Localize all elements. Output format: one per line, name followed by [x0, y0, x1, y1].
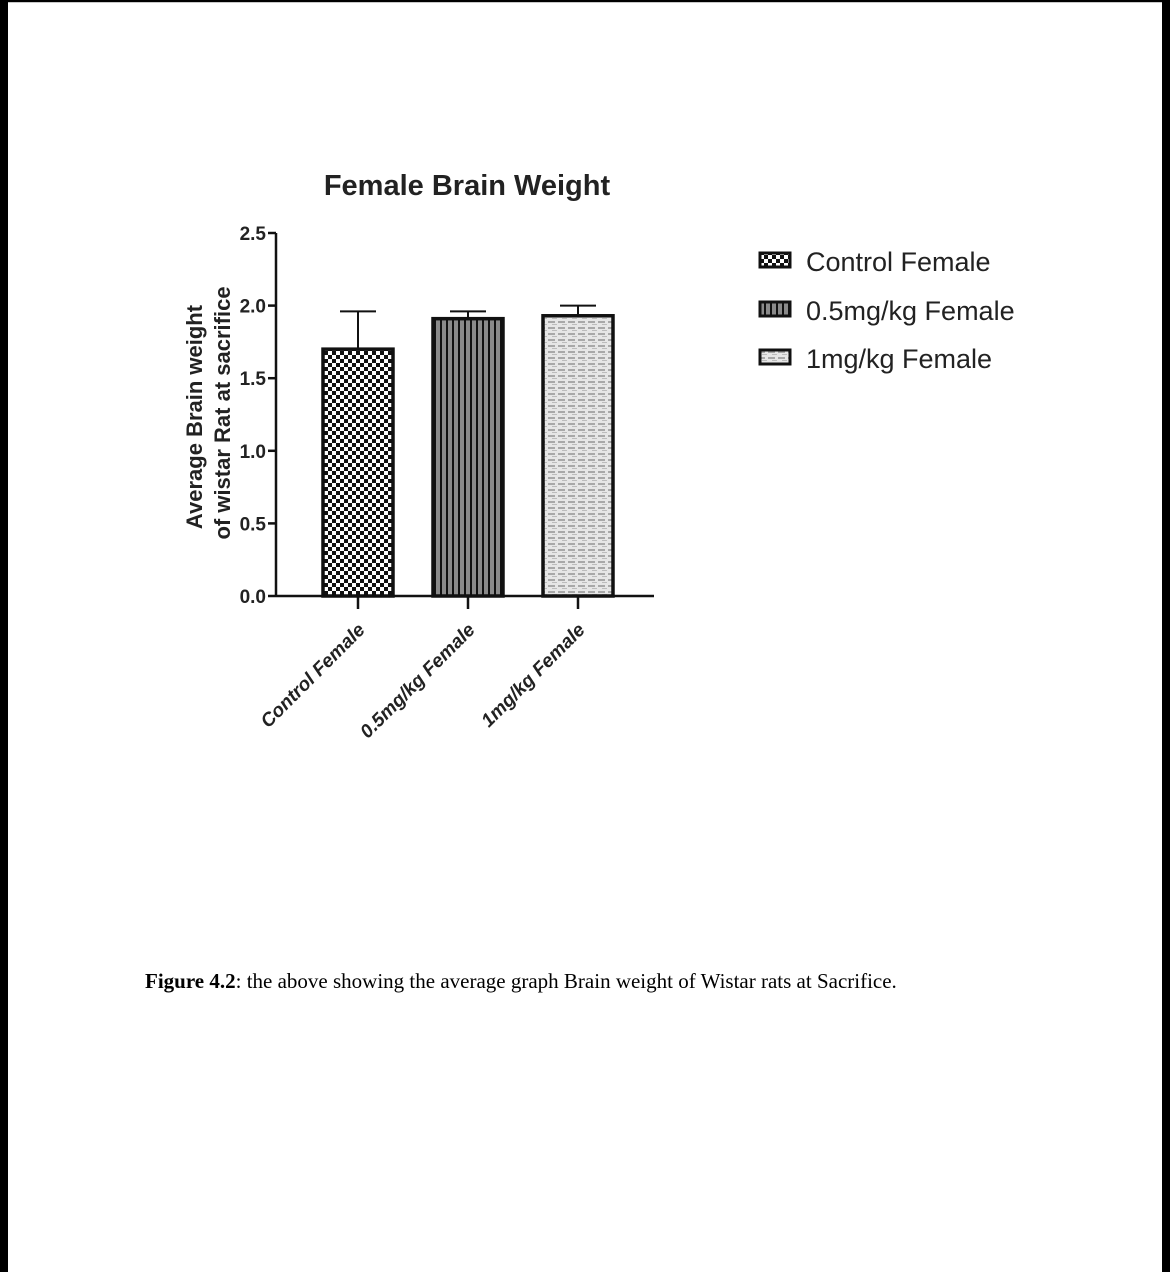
x-tick-label: 1mg/kg Female: [477, 619, 590, 732]
x-axis: [257, 596, 654, 743]
y-tick-label: 2.0: [239, 296, 266, 318]
legend-label-0: Control Female: [806, 247, 991, 277]
legend-swatch-0: [760, 253, 790, 267]
x-tick-label: Control Female: [256, 619, 370, 733]
legend-label-2: 1mg/kg Female: [806, 344, 993, 374]
x-tick-label: 0.5mg/kg Female: [356, 619, 480, 743]
y-tick-label: 0.0: [239, 587, 266, 608]
legend: [760, 247, 1015, 374]
y-tick-label: 2.5: [239, 224, 266, 245]
y-axis-label-line1: Average Brain weight: [182, 304, 207, 530]
bar-0: [323, 349, 393, 596]
y-tick-label: 1.0: [239, 441, 266, 463]
document-page: [8, 2, 1162, 1272]
y-axis: [240, 224, 276, 608]
y-tick-label: 1.5: [239, 369, 266, 391]
bar-2: [543, 316, 613, 596]
chart-title: Female Brain Weight: [323, 170, 611, 202]
legend-swatch-2: [760, 350, 790, 364]
bar-chart: [8, 3, 1162, 943]
y-tick-label: 0.5: [239, 514, 266, 536]
legend-swatch-1: [760, 302, 790, 316]
y-axis-label: [182, 286, 235, 539]
caption-label: Figure 4.2: [145, 969, 236, 993]
y-axis-label-line2: of wistar Rat at sacrifice: [210, 286, 235, 540]
bars: [323, 306, 613, 596]
figure-caption: [145, 969, 1045, 994]
legend-label-1: 0.5mg/kg Female: [806, 296, 1015, 326]
caption-text: : the above showing the average graph Brain weight of Wistar rats at Sacrifice.: [235, 969, 897, 993]
bar-1: [433, 319, 503, 596]
